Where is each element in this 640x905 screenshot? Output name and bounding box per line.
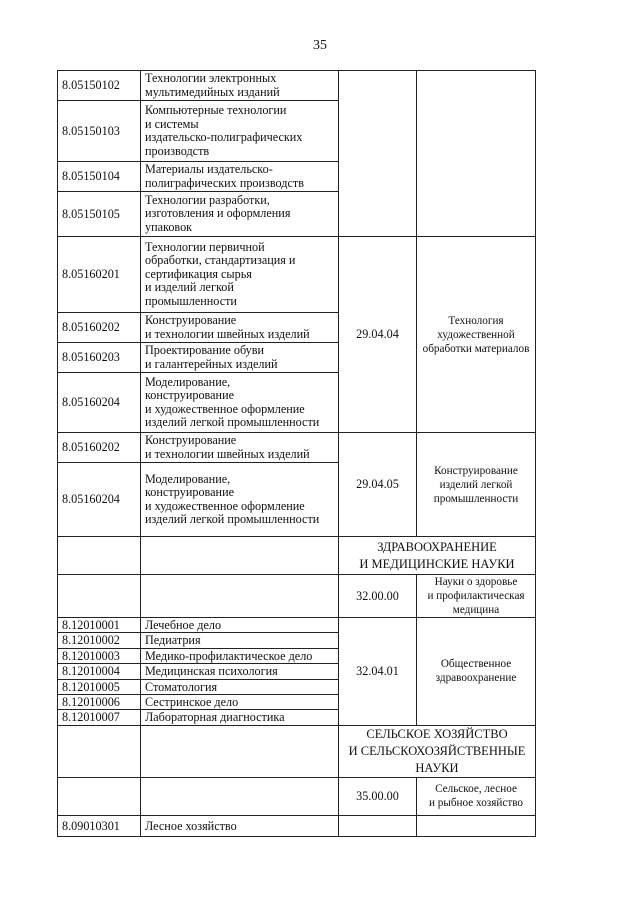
- specialty-name: Моделирование, конструирование и художественное оформление изделий легкой промышленности: [141, 373, 339, 433]
- empty-cell: [339, 815, 417, 836]
- empty-cell: [58, 537, 141, 575]
- empty-cell: [58, 777, 141, 815]
- specialty-code: 8.12010002: [58, 633, 141, 648]
- empty-cell: [417, 815, 536, 836]
- specialty-code: 8.05160202: [58, 313, 141, 343]
- section-heading: СЕЛЬСКОЕ ХОЗЯЙСТВО И СЕЛЬСКОХОЗЯЙСТВЕННЫЕ НАУКИ: [339, 725, 536, 777]
- specialty-code: 8.12010007: [58, 710, 141, 725]
- specialty-name: Технологии электронных мультимедийных изданий: [141, 71, 339, 101]
- specialty-name: Медико-профилактическое дело: [141, 648, 339, 663]
- specialty-name: Технологии разработки, изготовления и оформления упаковок: [141, 192, 339, 237]
- direction-code: 35.00.00: [339, 777, 417, 815]
- table-row: [58, 815, 536, 836]
- section-direction-row: [58, 777, 536, 815]
- section-heading: ЗДРАВООХРАНЕНИЕ И МЕДИЦИНСКИЕ НАУКИ: [339, 537, 536, 575]
- specialty-code: 8.05150103: [58, 101, 141, 162]
- direction-code: 32.04.01: [339, 618, 417, 726]
- direction-title: Науки о здоровье и профилактическая медицина: [417, 575, 536, 618]
- specialty-name: Проектирование обуви и галантерейных изделий: [141, 343, 339, 373]
- empty-cell: [58, 725, 141, 777]
- specialty-name: Технологии первичной обработки, стандартизация и сертификация сырья и изделий легкой промышленности: [141, 237, 339, 313]
- specialty-name: Лечебное дело: [141, 618, 339, 633]
- specialty-name: Сестринское дело: [141, 695, 339, 710]
- section-heading-row: [58, 725, 536, 777]
- specialty-code: 8.05160202: [58, 433, 141, 463]
- specialty-code: 8.05150105: [58, 192, 141, 237]
- direction-title: Технология художественной обработки материалов: [417, 237, 536, 433]
- specialty-name: Педиатрия: [141, 633, 339, 648]
- section-heading-row: [58, 537, 536, 575]
- specialty-name: Материалы издательско- полиграфических производств: [141, 162, 339, 192]
- specialty-code: 8.05160201: [58, 237, 141, 313]
- table-row: [58, 618, 536, 633]
- specialty-code: 8.12010003: [58, 648, 141, 663]
- empty-cell: [141, 725, 339, 777]
- table-row: [58, 71, 536, 101]
- empty-cell: [141, 575, 339, 618]
- specialties-table: [57, 70, 536, 837]
- specialty-code: 8.05150102: [58, 71, 141, 101]
- direction-code: 29.04.05: [339, 433, 417, 537]
- page-number: 35: [313, 38, 327, 53]
- direction-code: 29.04.04: [339, 237, 417, 433]
- specialty-name: Моделирование, конструирование и художественное оформление изделий легкой промышленности: [141, 463, 339, 537]
- specialty-code: 8.12010005: [58, 679, 141, 694]
- specialty-name: Лесное хозяйство: [141, 815, 339, 836]
- specialty-name: Медицинская психология: [141, 664, 339, 679]
- empty-cell: [141, 537, 339, 575]
- specialty-code: 8.05150104: [58, 162, 141, 192]
- direction-title: Конструирование изделий легкой промышленности: [417, 433, 536, 537]
- specialty-code: 8.05160204: [58, 373, 141, 433]
- specialty-code: 8.09010301: [58, 815, 141, 836]
- specialty-code: 8.05160204: [58, 463, 141, 537]
- direction-title-empty: [417, 71, 536, 237]
- specialty-code: 8.12010001: [58, 618, 141, 633]
- direction-title: Общественное здравоохранение: [417, 618, 536, 726]
- specialty-name: Конструирование и технологии швейных изделий: [141, 433, 339, 463]
- specialty-name: Лабораторная диагностика: [141, 710, 339, 725]
- direction-title: Сельское, лесное и рыбное хозяйство: [417, 777, 536, 815]
- table-row: [58, 237, 536, 313]
- direction-code-empty: [339, 71, 417, 237]
- empty-cell: [58, 575, 141, 618]
- section-direction-row: [58, 575, 536, 618]
- specialty-name: Компьютерные технологии и системы издательско-полиграфических производств: [141, 101, 339, 162]
- empty-cell: [141, 777, 339, 815]
- table-row: [58, 433, 536, 463]
- specialty-code: 8.12010004: [58, 664, 141, 679]
- specialty-name: Стоматология: [141, 679, 339, 694]
- specialty-code: 8.12010006: [58, 695, 141, 710]
- specialty-code: 8.05160203: [58, 343, 141, 373]
- direction-code: 32.00.00: [339, 575, 417, 618]
- specialty-name: Конструирование и технологии швейных изделий: [141, 313, 339, 343]
